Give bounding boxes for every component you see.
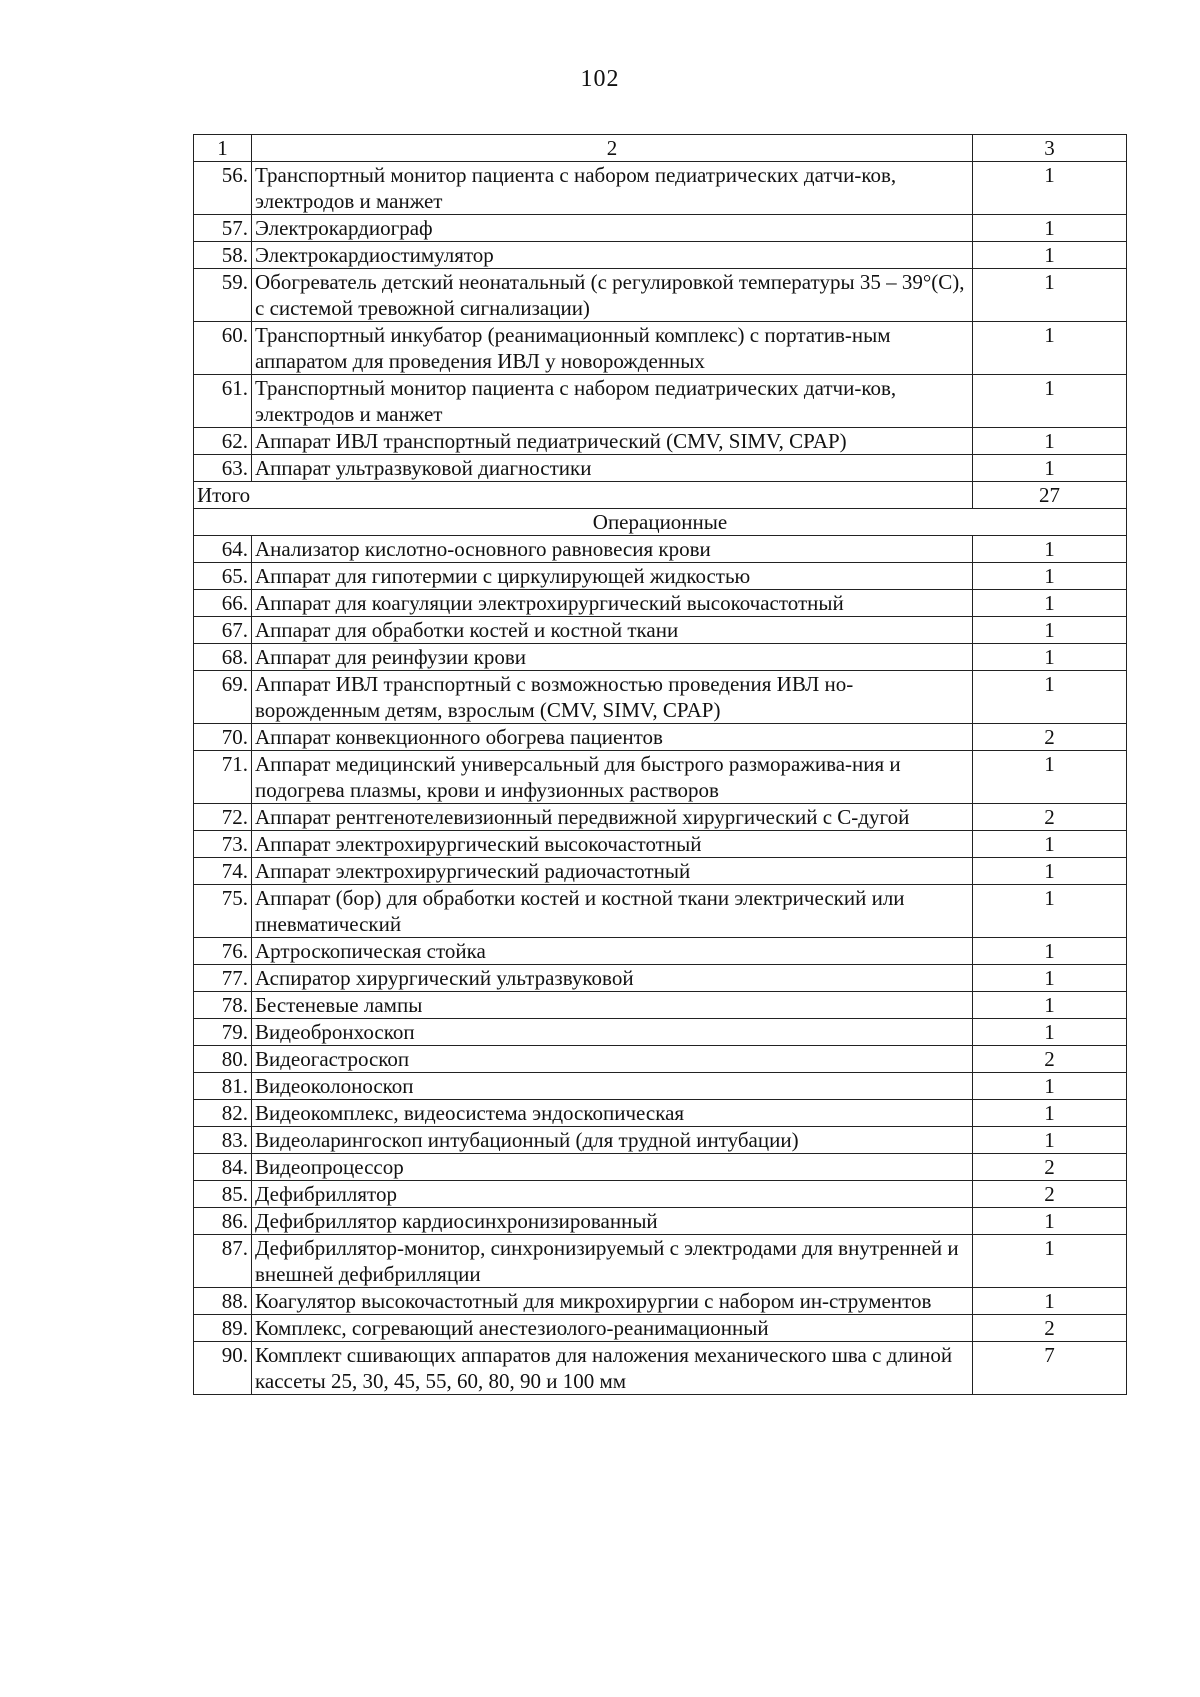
quantity: 1: [973, 885, 1127, 938]
quantity: 1: [973, 858, 1127, 885]
table-row: [194, 992, 1127, 1019]
total-value: 27: [973, 482, 1127, 509]
row-number: 65.: [194, 563, 252, 590]
table-row: [194, 1288, 1127, 1315]
quantity: 1: [973, 215, 1127, 242]
equipment-name: Аппарат ИВЛ транспортный с возможностью проведения ИВЛ но-ворожденным детям, взрослым (CMV, SIMV, CPAP): [252, 671, 973, 724]
table-row: [194, 269, 1127, 322]
row-number: 80.: [194, 1046, 252, 1073]
equipment-table: [193, 134, 1127, 1395]
equipment-name: Электрокардиостимулятор: [252, 242, 973, 269]
table-row: [194, 1127, 1127, 1154]
equipment-name: Аппарат для обработки костей и костной ткани: [252, 617, 973, 644]
table-row: [194, 885, 1127, 938]
quantity: 1: [973, 1127, 1127, 1154]
quantity: 2: [973, 804, 1127, 831]
table-row: [194, 1154, 1127, 1181]
equipment-name: Анализатор кислотно-основного равновесия крови: [252, 536, 973, 563]
quantity: 1: [973, 617, 1127, 644]
table-row: [194, 162, 1127, 215]
equipment-name: Аппарат конвекционного обогрева пациентов: [252, 724, 973, 751]
row-number: 82.: [194, 1100, 252, 1127]
equipment-name: Комплекс, согревающий анестезиолого-реанимационный: [252, 1315, 973, 1342]
row-number: 58.: [194, 242, 252, 269]
quantity: 1: [973, 965, 1127, 992]
row-number: 57.: [194, 215, 252, 242]
table-row: [194, 455, 1127, 482]
row-number: 59.: [194, 269, 252, 322]
equipment-name: Дефибриллятор: [252, 1181, 973, 1208]
quantity: 1: [973, 375, 1127, 428]
row-number: 66.: [194, 590, 252, 617]
equipment-name: Аппарат медицинский универсальный для быстрого разморажива-ния и подогрева плазмы, крови и инфузионных растворов: [252, 751, 973, 804]
quantity: 1: [973, 1073, 1127, 1100]
row-number: 67.: [194, 617, 252, 644]
table-row: [194, 242, 1127, 269]
table-row: [194, 617, 1127, 644]
table-row: [194, 1342, 1127, 1395]
row-number: 75.: [194, 885, 252, 938]
table-row: [194, 644, 1127, 671]
quantity: 1: [973, 1288, 1127, 1315]
total-label: Итого: [194, 482, 973, 509]
equipment-name: Аппарат электрохирургический высокочастотный: [252, 831, 973, 858]
equipment-name: Видеопроцессор: [252, 1154, 973, 1181]
table-row: [194, 938, 1127, 965]
quantity: 2: [973, 1315, 1127, 1342]
row-number: 83.: [194, 1127, 252, 1154]
quantity: 2: [973, 724, 1127, 751]
quantity: 1: [973, 563, 1127, 590]
quantity: 1: [973, 751, 1127, 804]
quantity: 1: [973, 938, 1127, 965]
row-number: 70.: [194, 724, 252, 751]
equipment-name: Артроскопическая стойка: [252, 938, 973, 965]
table-row: [194, 536, 1127, 563]
header-col-3: 3: [973, 135, 1127, 162]
quantity: 1: [973, 590, 1127, 617]
row-number: 69.: [194, 671, 252, 724]
equipment-name: Видеокомплекс, видеосистема эндоскопическая: [252, 1100, 973, 1127]
table-row: [194, 1046, 1127, 1073]
table-row: [194, 1073, 1127, 1100]
quantity: 2: [973, 1181, 1127, 1208]
quantity: 1: [973, 322, 1127, 375]
table-row: [194, 1019, 1127, 1046]
table-row: [194, 590, 1127, 617]
quantity: 1: [973, 1208, 1127, 1235]
table-row: [194, 831, 1127, 858]
equipment-name: Аппарат (бор) для обработки костей и костной ткани электрический или пневматический: [252, 885, 973, 938]
row-number: 86.: [194, 1208, 252, 1235]
equipment-name: Аппарат для гипотермии с циркулирующей жидкостью: [252, 563, 973, 590]
row-number: 68.: [194, 644, 252, 671]
equipment-name: Электрокардиограф: [252, 215, 973, 242]
row-number: 71.: [194, 751, 252, 804]
table-row: [194, 804, 1127, 831]
quantity: 1: [973, 1019, 1127, 1046]
row-number: 81.: [194, 1073, 252, 1100]
table-row: [194, 322, 1127, 375]
equipment-name: Видеоколоноскоп: [252, 1073, 973, 1100]
row-number: 79.: [194, 1019, 252, 1046]
equipment-name: Аспиратор хирургический ультразвуковой: [252, 965, 973, 992]
table-row: [194, 375, 1127, 428]
row-number: 90.: [194, 1342, 252, 1395]
quantity: 1: [973, 644, 1127, 671]
equipment-name: Видеобронхоскоп: [252, 1019, 973, 1046]
quantity: 1: [973, 536, 1127, 563]
quantity: 1: [973, 428, 1127, 455]
row-number: 73.: [194, 831, 252, 858]
table-row: [194, 1100, 1127, 1127]
equipment-name: Аппарат ультразвуковой диагностики: [252, 455, 973, 482]
row-number: 78.: [194, 992, 252, 1019]
row-number: 60.: [194, 322, 252, 375]
section-row: [194, 509, 1127, 536]
row-number: 76.: [194, 938, 252, 965]
row-number: 56.: [194, 162, 252, 215]
quantity: 2: [973, 1046, 1127, 1073]
equipment-name: Обогреватель детский неонатальный (с регулировкой температуры 35 – 39°(С), с системой тревожной сигнализации): [252, 269, 973, 322]
quantity: 1: [973, 455, 1127, 482]
table-row: [194, 724, 1127, 751]
table-row: [194, 1208, 1127, 1235]
header-col-1: 1: [194, 135, 252, 162]
equipment-name: Аппарат рентгенотелевизионный передвижной хирургический с С-дугой: [252, 804, 973, 831]
equipment-name: Комплект сшивающих аппаратов для наложения механического шва с длиной кассеты 25, 30, 45, 55, 60, 80, 90 и 100 мм: [252, 1342, 973, 1395]
table-row: [194, 751, 1127, 804]
row-number: 89.: [194, 1315, 252, 1342]
row-number: 61.: [194, 375, 252, 428]
quantity: 1: [973, 269, 1127, 322]
quantity: 1: [973, 992, 1127, 1019]
equipment-name: Бестеневые лампы: [252, 992, 973, 1019]
quantity: 7: [973, 1342, 1127, 1395]
equipment-name: Аппарат ИВЛ транспортный педиатрический (CMV, SIMV, CPAP): [252, 428, 973, 455]
header-col-2: 2: [252, 135, 973, 162]
equipment-name: Транспортный монитор пациента с набором педиатрических датчи-ков, электродов и манжет: [252, 162, 973, 215]
row-number: 63.: [194, 455, 252, 482]
quantity: 1: [973, 831, 1127, 858]
equipment-name: Дефибриллятор кардиосинхронизированный: [252, 1208, 973, 1235]
table-row: [194, 563, 1127, 590]
quantity: 2: [973, 1154, 1127, 1181]
table-row: [194, 858, 1127, 885]
equipment-name: Видеоларингоскоп интубационный (для трудной интубации): [252, 1127, 973, 1154]
equipment-name: Аппарат для реинфузии крови: [252, 644, 973, 671]
table-row: [194, 1181, 1127, 1208]
row-number: 84.: [194, 1154, 252, 1181]
row-number: 88.: [194, 1288, 252, 1315]
row-number: 62.: [194, 428, 252, 455]
row-number: 64.: [194, 536, 252, 563]
row-number: 74.: [194, 858, 252, 885]
quantity: 1: [973, 162, 1127, 215]
equipment-name: Дефибриллятор-монитор, синхронизируемый с электродами для внутренней и внешней дефибрилляции: [252, 1235, 973, 1288]
equipment-name: Коагулятор высокочастотный для микрохирургии с набором ин-струментов: [252, 1288, 973, 1315]
equipment-name: Транспортный монитор пациента с набором педиатрических датчи-ков, электродов и манжет: [252, 375, 973, 428]
table-row: [194, 1315, 1127, 1342]
quantity: 1: [973, 242, 1127, 269]
row-number: 85.: [194, 1181, 252, 1208]
table-row: [194, 1235, 1127, 1288]
equipment-name: Аппарат для коагуляции электрохирургический высокочастотный: [252, 590, 973, 617]
table-row: [194, 671, 1127, 724]
table-row: [194, 428, 1127, 455]
quantity: 1: [973, 1100, 1127, 1127]
table-row: [194, 965, 1127, 992]
header-row: [194, 135, 1127, 162]
page-number: 102: [580, 66, 620, 92]
equipment-name: Видеогастроскоп: [252, 1046, 973, 1073]
quantity: 1: [973, 1235, 1127, 1288]
section-title: Операционные: [194, 509, 1127, 536]
row-number: 77.: [194, 965, 252, 992]
total-row: [194, 482, 1127, 509]
equipment-name: Аппарат электрохирургический радиочастотный: [252, 858, 973, 885]
equipment-name: Транспортный инкубатор (реанимационный комплекс) с портатив-ным аппаратом для проведения ИВЛ у новорожденных: [252, 322, 973, 375]
row-number: 87.: [194, 1235, 252, 1288]
quantity: 1: [973, 671, 1127, 724]
row-number: 72.: [194, 804, 252, 831]
table-row: [194, 215, 1127, 242]
